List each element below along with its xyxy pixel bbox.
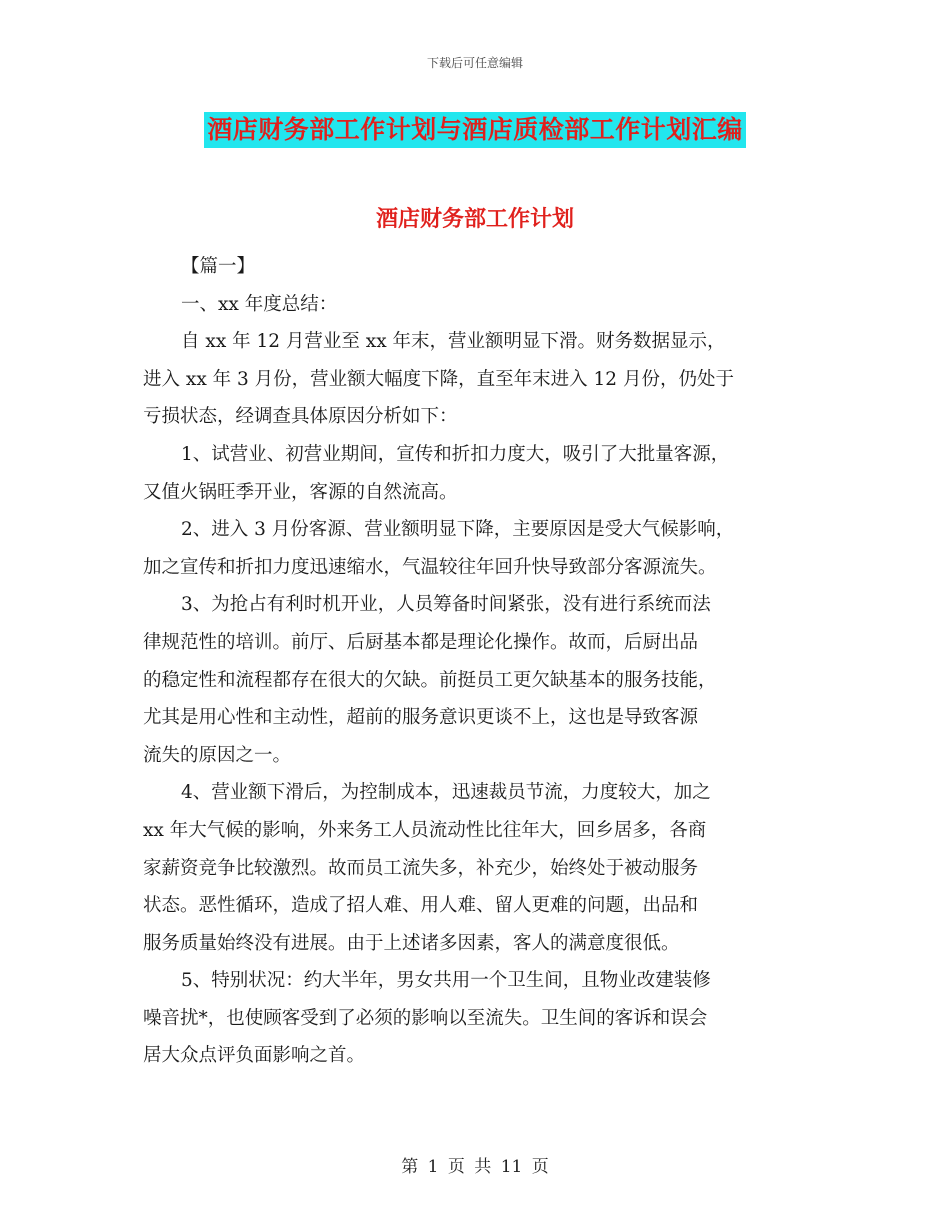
text-line: 加之宣传和折扣力度迅速缩水，气温较往年回升快导致部分客源流失。 xyxy=(143,556,717,578)
text-line: 1、试营业、初营业期间，宣传和折扣力度大，吸引了大批量客源， xyxy=(181,443,730,465)
text-line: 律规范性的培训。前厅、后厨基本都是理论化操作。故而，后厨出品 xyxy=(143,631,699,653)
text-line: 进入 xx 年 3 月份，营业额大幅度下降，直至年末进入 12 月份，仍处于 xyxy=(143,368,734,390)
text-line: 一、xx 年度总结： xyxy=(181,293,338,315)
text-line: xx 年大气候的影响，外来务工人员流动性比往年大，回乡居多，各商 xyxy=(143,819,707,841)
text-line: 家薪资竞争比较激烈。故而员工流失多，补充少，始终处于被动服务 xyxy=(143,857,699,879)
text-line: 又值火锅旺季开业，客源的自然流高。 xyxy=(143,481,458,503)
document-body xyxy=(143,248,813,1075)
text-line: 的稳定性和流程都存在很大的欠缺。前挺员工更欠缺基本的服务技能， xyxy=(143,669,717,691)
text-line: 尤其是用心性和主动性，超前的服务意识更谈不上，这也是导致客源 xyxy=(143,707,699,729)
text-line: 居大众点评负面影响之首。 xyxy=(143,1045,366,1067)
text-line: 状态。恶性循环，造成了招人难、用人难、留人更难的问题，出品和 xyxy=(143,895,699,917)
section-title: 酒店财务部工作计划 xyxy=(375,206,574,232)
page-header: 下载后可任意编辑 xyxy=(426,56,523,70)
text-line: 流失的原因之一。 xyxy=(143,744,292,766)
text-line: 【篇一】 xyxy=(181,256,256,277)
text-line: 4、营业额下滑后，为控制成本，迅速裁员节流，力度较大，加之 xyxy=(181,782,711,804)
text-line: 噪音扰*，也使顾客受到了必须的影响以至流失。卫生间的客诉和误会 xyxy=(143,1007,708,1029)
text-line: 服务质量始终没有进展。由于上述诸多因素，客人的满意度很低。 xyxy=(143,932,680,954)
text-line: 3、为抢占有利时机开业，人员筹备时间紧张，没有进行系统而法 xyxy=(181,594,711,616)
document-title: 酒店财务部工作计划与酒店质检部工作计划汇编 xyxy=(204,112,746,148)
document-title-container xyxy=(0,112,950,148)
text-line: 2、进入 3 月份客源、营业额明显下降，主要原因是受大气候影响， xyxy=(181,519,735,541)
page-footer: 第 1 页 共 11 页 xyxy=(401,1157,549,1177)
text-line: 5、特别状况：约大半年，男女共用一个卫生间，且物业改建装修 xyxy=(181,970,711,992)
text-line: 亏损状态，经调查具体原因分析如下： xyxy=(143,406,458,428)
text-line: 自 xx 年 12 月营业至 xx 年末，营业额明显下滑。财务数据显示， xyxy=(181,331,726,353)
